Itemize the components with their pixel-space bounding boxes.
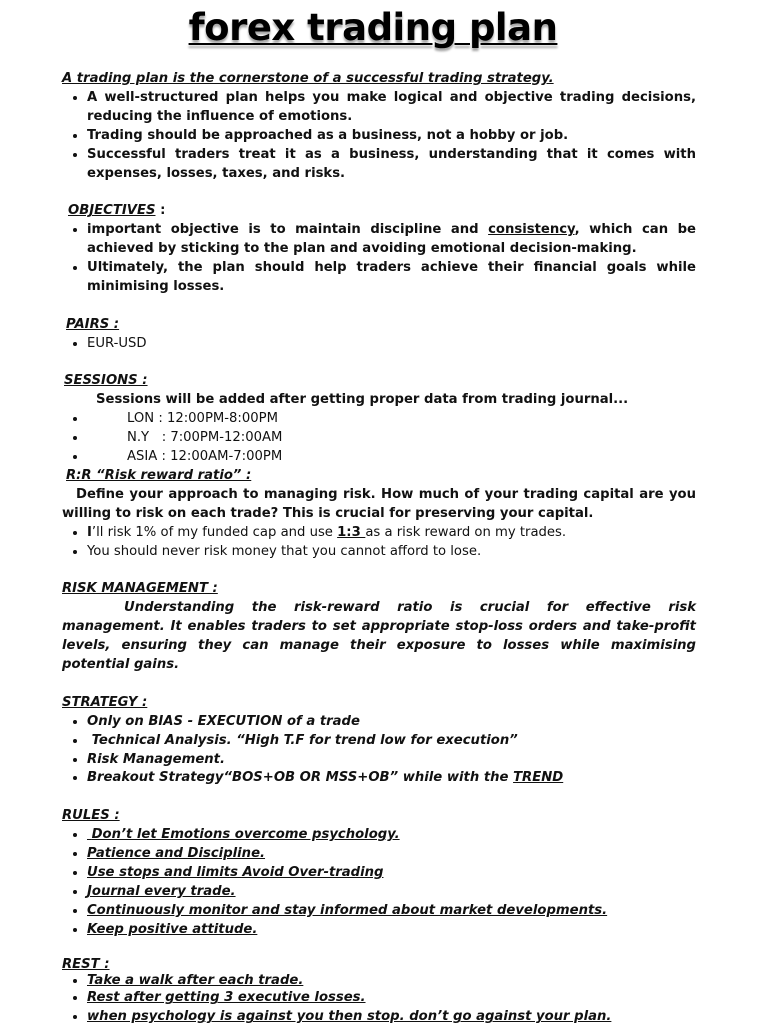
- sessions-list: [62, 410, 696, 467]
- list-item: • Trading should be approached as a business, not a hobby or job.: [87, 127, 696, 146]
- list-item: • EUR-USD: [87, 335, 696, 354]
- document-body: [62, 70, 696, 1025]
- objectives-colon: :: [155, 203, 166, 219]
- list-item: • You should never risk money that you cannot afford to lose.: [87, 543, 696, 562]
- objectives-list: [62, 221, 696, 297]
- objective-text: important objective is to maintain discipline and: [87, 222, 489, 238]
- session-time: LON : 12:00PM-8:00PM: [127, 411, 278, 427]
- rules-list: [62, 826, 696, 939]
- pairs-heading: PAIRS :: [66, 316, 120, 332]
- consistency-term: consistency: [488, 222, 575, 238]
- list-item: • Take a walk after each trade.: [87, 972, 696, 989]
- strategy-heading: STRATEGY :: [62, 694, 148, 710]
- pairs-list: [62, 335, 696, 354]
- intro-statement: A trading plan is the cornerstone of a successful trading strategy.: [62, 71, 554, 86]
- strategy-list: [62, 713, 696, 789]
- spacer: [62, 940, 696, 959]
- session-time: N.Y : 7:00PM-12:00AM: [127, 430, 283, 446]
- list-item: • Keep positive attitude.: [87, 921, 696, 940]
- rr-text: I: [87, 524, 92, 540]
- list-item: [87, 410, 696, 429]
- rest-heading: REST :: [62, 957, 110, 973]
- list-item: [87, 524, 696, 543]
- spacer: [62, 562, 696, 581]
- list-item: • Risk Management.: [87, 751, 696, 770]
- objectives-heading: OBJECTIVES: [68, 203, 156, 219]
- session-time: ASIA : 12:00AM-7:00PM: [127, 449, 283, 465]
- sessions-note: Sessions will be added after getting proper data from trading journal...: [96, 392, 629, 408]
- list-item: • Successful traders treat it as a business, understanding that it comes with expenses, losses, taxes, and risks.: [87, 146, 696, 184]
- list-item: • A well-structured plan helps you make logical and objective trading decisions, reducing the influence of emotions.: [87, 89, 696, 127]
- list-item: • when psychology is against you then stop. don’t go against your plan.: [87, 1008, 696, 1025]
- spacer: [62, 675, 696, 694]
- rr-text: as a risk reward on my trades.: [365, 524, 567, 540]
- rules-heading: RULES :: [62, 808, 120, 824]
- rr-list: [62, 524, 696, 562]
- spacer: [62, 788, 696, 807]
- list-item: [87, 221, 696, 259]
- list-item: [87, 448, 696, 467]
- spacer: [62, 354, 696, 373]
- strategy-text: Breakout Strategy“BOS+OB OR MSS+OB” while with the: [87, 770, 514, 786]
- rr-heading: R:R “Risk reward ratio” :: [66, 467, 252, 483]
- list-item: • Rest after getting 3 executive losses.: [87, 989, 696, 1006]
- rest-list: [62, 972, 696, 1025]
- page-title: forex trading plan: [188, 6, 558, 49]
- intro-list: [62, 89, 696, 184]
- list-item: • Journal every trade.: [87, 883, 696, 902]
- list-item: • Continuously monitor and stay informed about market developments.: [87, 902, 696, 921]
- list-item: • Technical Analysis. “High T.F for trend low for execution”: [87, 732, 696, 751]
- list-item: • Only on BIAS - EXECUTION of a trade: [87, 713, 696, 732]
- list-item: • Use stops and limits Avoid Over-trading: [87, 864, 696, 883]
- list-item: • Don’t let Emotions overcome psychology.: [87, 826, 696, 845]
- trend-term: TREND: [513, 770, 564, 786]
- list-item: • Patience and Discipline.: [87, 845, 696, 864]
- objective-text: , which can be achieved by sticking to the plan and avoiding emotional decision-making.: [87, 222, 696, 257]
- list-item: [87, 769, 696, 788]
- spacer: [62, 183, 696, 202]
- risk-paragraph: Understanding the risk-reward ratio is crucial for effective risk management. It enables traders to set appropriate stop-loss orders and take-profit levels, ensuring they can manage their exposure to losses while maximising potential gains.: [62, 600, 696, 673]
- risk-reward-ratio: 1:3: [337, 524, 366, 540]
- spacer: [62, 297, 696, 316]
- rr-text: ’ll risk 1% of my funded cap and use: [91, 524, 338, 540]
- risk-heading: RISK MANAGEMENT :: [62, 581, 218, 597]
- list-item: [87, 429, 696, 448]
- rr-paragraph: Define your approach to managing risk. How much of your trading capital are you willing to risk on each trade? This is crucial for preserving your capital.: [62, 486, 696, 521]
- list-item: • Ultimately, the plan should help traders achieve their financial goals while minimising losses.: [87, 259, 696, 297]
- objectives-heading-line: [62, 202, 696, 221]
- sessions-heading: SESSIONS :: [64, 373, 148, 389]
